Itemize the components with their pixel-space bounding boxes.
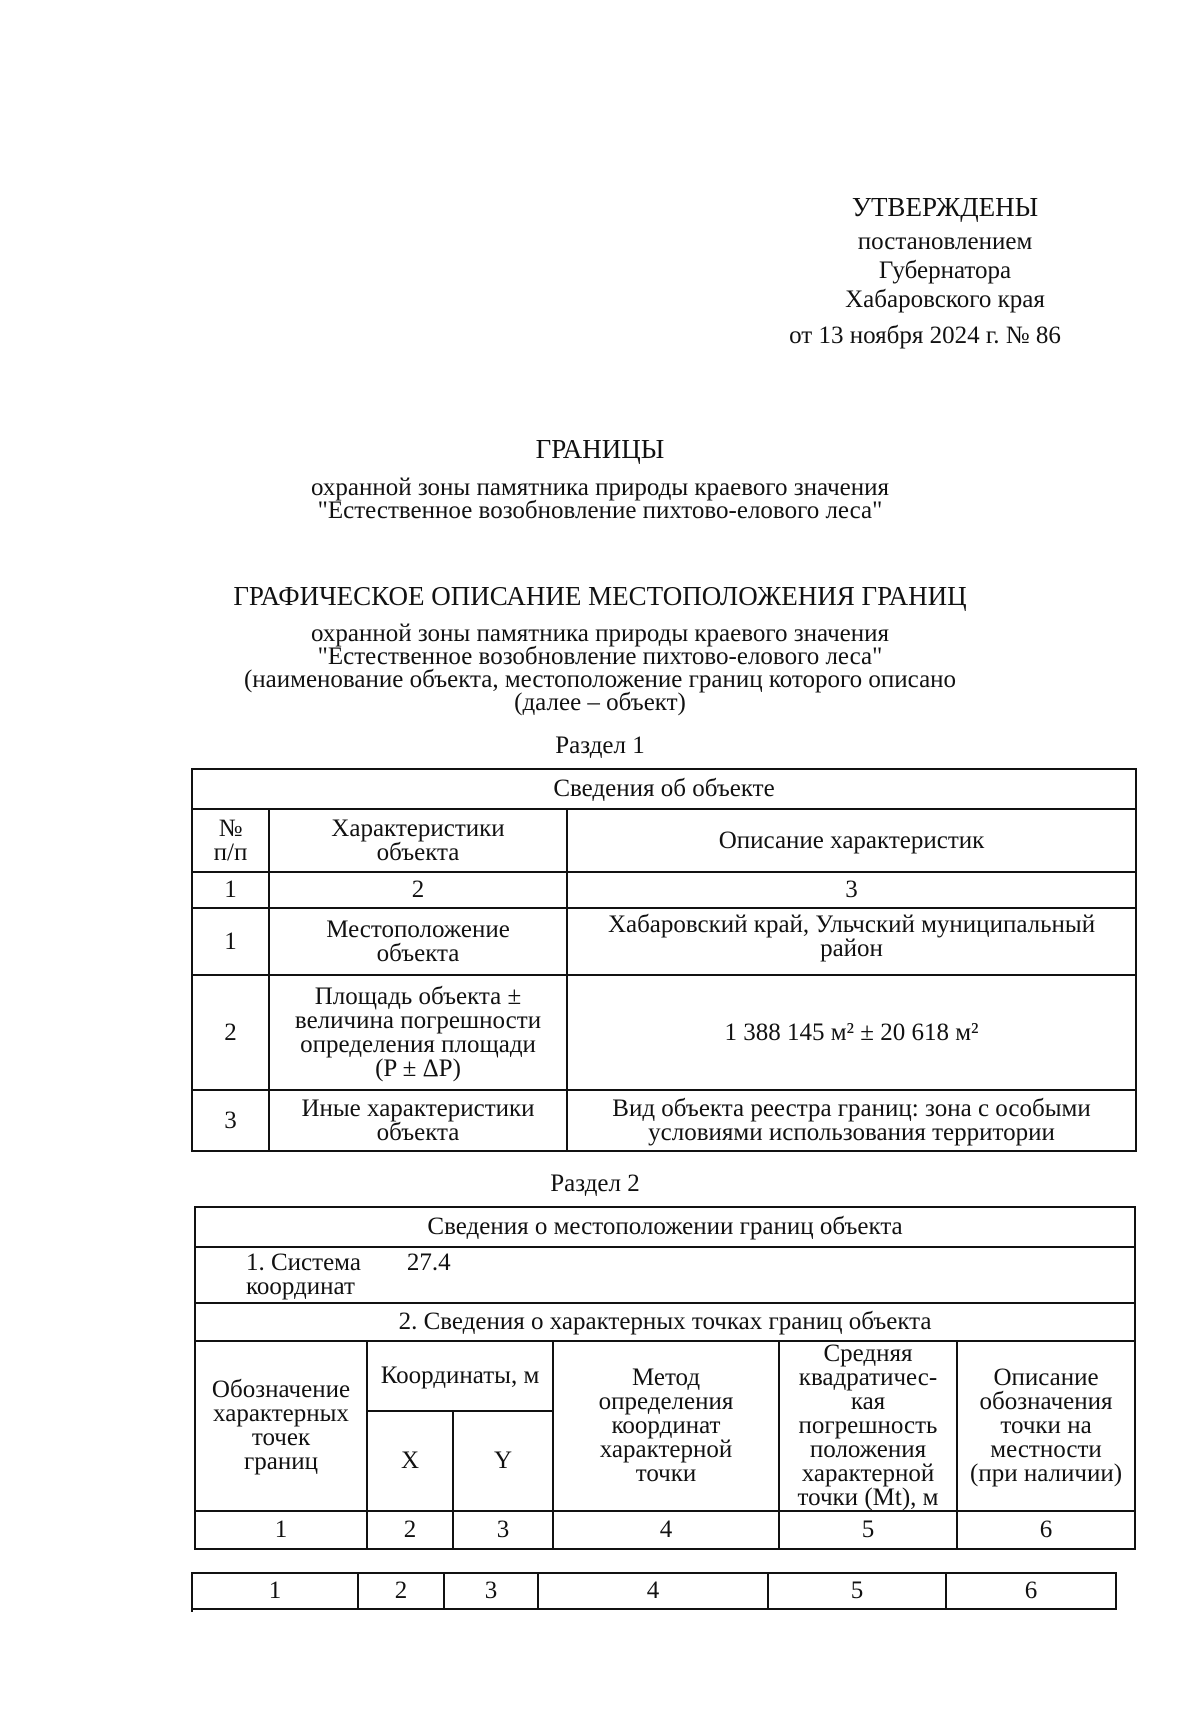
table-border-fragment xyxy=(191,1608,193,1612)
boundary-info-table xyxy=(194,1206,1136,1550)
header-description: Описание характеристик xyxy=(567,809,1136,872)
header-method: Метод определения координат характерной точки xyxy=(553,1341,779,1511)
approval-block xyxy=(780,190,1110,351)
graphic-subtitle: "Естественное возобновление пихтово-елового леса" xyxy=(317,643,883,670)
header-x: X xyxy=(367,1411,453,1511)
index-row-table xyxy=(191,1572,1117,1610)
index-cell: 1 xyxy=(192,1573,358,1609)
header-characteristics: Характеристики объекта xyxy=(269,809,567,872)
approval-title: УТВЕРЖДЕНЫ xyxy=(851,192,1039,222)
header-point-description: Описание обозначения точки на местности (при наличии) xyxy=(957,1341,1135,1511)
doc-subtitle: "Естественное возобновление пихтово-елового леса" xyxy=(317,497,883,524)
coord-system-label: координат xyxy=(246,1273,355,1300)
index-cell: 2 xyxy=(367,1511,453,1549)
header-num: № п/п xyxy=(192,809,269,872)
index-cell: 6 xyxy=(946,1573,1116,1609)
approval-line: Хабаровского края xyxy=(845,286,1045,313)
doc-subtitle: охранной зоны памятника природы краевого значения xyxy=(310,474,890,501)
approval-date: от 13 ноября 2024 г. № 86 xyxy=(789,322,1061,349)
graphic-subtitle: охранной зоны памятника природы краевого значения xyxy=(310,620,890,647)
table-title: Сведения об объекте xyxy=(192,769,1136,809)
index-cell: 1 xyxy=(195,1511,367,1549)
index-cell: 3 xyxy=(444,1573,538,1609)
table-row xyxy=(192,975,1136,1090)
doc-title: ГРАНИЦЫ xyxy=(535,434,665,464)
index-cell: 5 xyxy=(779,1511,957,1549)
section1-label: Раздел 1 xyxy=(555,732,645,759)
table-row xyxy=(192,1090,1136,1151)
header-error: Средняя квадратичес- кая погрешность положения характерной точки (Mt), м xyxy=(779,1341,957,1511)
header-y: Y xyxy=(453,1411,553,1511)
index-cell: 6 xyxy=(957,1511,1135,1549)
row-num: 1 xyxy=(192,908,269,975)
row-characteristic: Местоположение объекта xyxy=(269,908,567,975)
index-cell: 3 xyxy=(453,1511,553,1549)
header-designation: Обозначение характерных точек границ xyxy=(195,1341,367,1511)
points-title: 2. Сведения о характерных точках границ объекта xyxy=(195,1303,1135,1341)
object-info-table xyxy=(191,768,1137,1152)
graphic-subtitle: (наименование объекта, местоположение границ которого описано xyxy=(243,666,957,693)
row-num: 3 xyxy=(192,1090,269,1151)
index-cell: 2 xyxy=(358,1573,444,1609)
approval-line: постановлением xyxy=(857,228,1033,255)
coord-system-value: 27.4 xyxy=(406,1249,451,1276)
coord-system-label: 1. Система xyxy=(246,1249,361,1276)
index-cell: 4 xyxy=(553,1511,779,1549)
table-row xyxy=(192,908,1136,975)
index-cell: 1 xyxy=(192,872,269,908)
row-characteristic: Иные характеристики объекта xyxy=(269,1090,567,1151)
index-cell: 5 xyxy=(768,1573,946,1609)
graphic-title: ГРАФИЧЕСКОЕ ОПИСАНИЕ МЕСТОПОЛОЖЕНИЯ ГРАНИЦ xyxy=(233,581,967,611)
index-cell: 3 xyxy=(567,872,1136,908)
row-characteristic: Площадь объекта ± величина погрешности определения площади (P ± ΔP) xyxy=(269,975,567,1090)
header-coordinates: Координаты, м xyxy=(367,1341,553,1411)
index-cell: 2 xyxy=(269,872,567,908)
row-description: Вид объекта реестра границ: зона с особыми условиями использования территории xyxy=(567,1090,1136,1151)
row-num: 2 xyxy=(192,975,269,1090)
row-description: 1 388 145 м² ± 20 618 м² xyxy=(567,975,1136,1090)
table-title: Сведения о местоположении границ объекта xyxy=(195,1207,1135,1247)
section2-label: Раздел 2 xyxy=(550,1170,640,1197)
row-description: Хабаровский край, Ульчский муниципальный район xyxy=(567,908,1136,975)
index-cell: 4 xyxy=(538,1573,768,1609)
coord-system-row xyxy=(195,1247,1135,1303)
graphic-subtitle: (далее – объект) xyxy=(514,689,686,716)
approval-line: Губернатора xyxy=(878,257,1012,284)
